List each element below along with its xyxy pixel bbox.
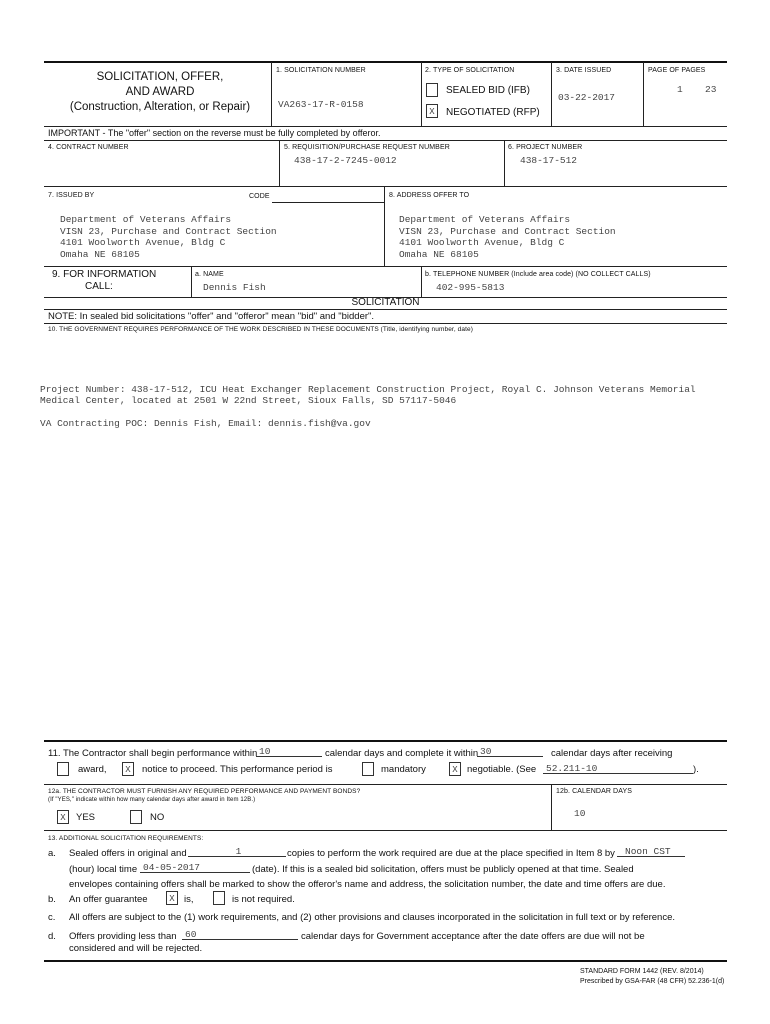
item13-label: 13. ADDITIONAL SOLICITATION REQUIREMENTS: <box>48 835 204 842</box>
bonds-no-checkbox[interactable] <box>130 810 142 824</box>
call-label: CALL: <box>85 281 113 292</box>
issued-by-line: Omaha NE 68105 <box>60 248 140 260</box>
form-title-line2: AND AWARD <box>125 86 195 98</box>
item11-text3: calendar days after receiving <box>551 748 673 759</box>
divider <box>44 323 727 324</box>
code-label: CODE <box>249 193 270 200</box>
divider <box>421 266 422 297</box>
project-number-label: 6. PROJECT NUMBER <box>508 144 583 151</box>
sealed-bid-label: SEALED BID (IFB) <box>446 85 530 96</box>
solicitation-number-label: 1. SOLICITATION NUMBER <box>276 67 366 74</box>
requisition-value[interactable]: 438-17-2-7245-0012 <box>294 155 397 166</box>
solicitation-heading: SOLICITATION <box>351 297 420 308</box>
prescribed-by-label: Prescribed by GSA-FAR (48 CFR) 52.236-1(d) <box>580 978 725 985</box>
divider <box>551 62 552 126</box>
telephone-label: b. TELEPHONE NUMBER (Include area code) (NO COLLECT CALLS) <box>425 271 651 278</box>
top-border <box>44 61 727 63</box>
divider <box>643 62 644 126</box>
contract-number-label: 4. CONTRACT NUMBER <box>48 144 129 151</box>
project-number-value[interactable]: 438-17-512 <box>520 155 578 166</box>
form-title-line3: (Construction, Alteration, or Repair) <box>69 101 251 113</box>
negotiated-label: NEGOTIATED (RFP) <box>446 107 540 118</box>
divider <box>421 62 422 126</box>
is-label: is, <box>184 894 194 905</box>
contact-name-value[interactable]: Dennis Fish <box>203 282 266 293</box>
date-issued-label: 3. DATE ISSUED <box>556 67 612 74</box>
divider <box>44 309 727 310</box>
item12b-label: 12b. CALENDAR DAYS <box>556 788 632 795</box>
page-total: 23 <box>705 84 717 95</box>
divider <box>504 140 505 186</box>
standard-form-label: STANDARD FORM 1442 (REV. 8/2014) <box>580 968 704 975</box>
bottom-border <box>44 960 727 962</box>
divider <box>271 62 272 126</box>
divider <box>44 784 727 785</box>
item13a-text1: Sealed offers in original and <box>69 848 187 859</box>
contracting-poc[interactable]: VA Contracting POC: Dennis Fish, Email: dennis.fish@va.gov <box>40 418 371 429</box>
guarantee-not-required-checkbox[interactable] <box>213 891 225 905</box>
telephone-value[interactable]: 402-995-5813 <box>436 282 505 293</box>
item13a-text2: copies to perform the work required are due at the place specified in Item 8 by <box>287 848 615 859</box>
item11-text2: calendar days and complete it within <box>325 748 479 759</box>
issued-by-address <box>60 214 277 260</box>
item13d-letter: d. <box>48 931 56 942</box>
close-paren: ). <box>693 764 699 775</box>
is-not-label: is not required. <box>232 894 295 905</box>
divider <box>44 830 727 831</box>
issued-by-line: Department of Veterans Affairs <box>60 214 232 225</box>
copies-field[interactable]: 1 <box>188 846 286 857</box>
type-of-solicitation-label: 2. TYPE OF SOLICITATION <box>425 67 515 74</box>
address-offer-line: 4101 Woolworth Avenue, Bldg C <box>399 237 565 248</box>
section-border <box>44 740 727 742</box>
guarantee-required-checkbox[interactable]: X <box>166 891 178 905</box>
item13c-text: All offers are subject to the (1) work requirements, and (2) other provisions and clauses incorporated in the solicitation in full text or by reference. <box>69 912 676 923</box>
mandatory-checkbox[interactable] <box>362 762 374 776</box>
divider <box>384 186 385 266</box>
divider <box>279 140 280 186</box>
due-time-field[interactable]: Noon CST <box>617 846 685 857</box>
address-offer-line: Department of Veterans Affairs <box>399 214 571 225</box>
item12a-label: 12a. THE CONTRACTOR MUST FURNISH ANY REQUIRED PERFORMANCE AND PAYMENT BONDS? <box>48 788 361 795</box>
item13d-text1: Offers providing less than <box>69 931 177 942</box>
acceptance-days-field[interactable]: 60 <box>182 929 298 940</box>
item13d-text2: calendar days for Government acceptance after the date offers are due will not be <box>301 931 645 942</box>
item13c-letter: c. <box>48 912 56 923</box>
bonds-yes-checkbox[interactable]: X <box>57 810 69 824</box>
mandatory-label: mandatory <box>381 764 426 775</box>
divider <box>44 266 727 267</box>
name-label: a. NAME <box>195 271 224 278</box>
item13a-text3: (hour) local time <box>69 864 138 875</box>
item11-text1: 11. The Contractor shall begin performance within <box>48 748 258 759</box>
item13b-text: An offer guarantee <box>69 894 148 905</box>
sealed-bid-note: NOTE: In sealed bid solicitations "offer" and "offeror" mean "bid" and "bidder". <box>48 311 375 322</box>
address-offer-line: VISN 23, Purchase and Contract Section <box>399 225 616 237</box>
issued-by-label: 7. ISSUED BY <box>48 192 95 199</box>
code-underline[interactable] <box>272 202 384 203</box>
page-of-pages-label: PAGE OF PAGES <box>648 67 706 74</box>
divider <box>551 784 552 830</box>
important-note: IMPORTANT - The "offer" section on the reverse must be fully completed by offeror. <box>48 128 381 138</box>
yes-label: YES <box>76 812 96 823</box>
item10-label: 10. THE GOVERNMENT REQUIRES PERFORMANCE OF THE WORK DESCRIBED IN THESE DOCUMENTS (Title, identifying number, date) <box>48 326 473 333</box>
notice-to-proceed-checkbox[interactable]: X <box>122 762 134 776</box>
see-clause-field[interactable]: 52.211-10 <box>543 763 693 774</box>
work-description-line2[interactable]: Medical Center, located at 2501 W 22nd Street, Sioux Falls, SD 57117-5046 <box>40 395 457 406</box>
issued-by-line: 4101 Woolworth Avenue, Bldg C <box>60 237 226 248</box>
work-description-line1[interactable]: Project Number: 438-17-512, ICU Heat Exchanger Replacement Construction Project, Royal C. Johnson Veterans Memorial <box>40 384 696 395</box>
address-offer-line: Omaha NE 68105 <box>399 248 479 260</box>
page-number: 1 <box>677 84 683 95</box>
begin-days-field[interactable]: 10 <box>256 746 322 757</box>
complete-days-field[interactable]: 30 <box>477 746 543 757</box>
solicitation-number-value[interactable]: VA263-17-R-0158 <box>278 99 364 110</box>
sealed-bid-checkbox[interactable] <box>426 83 438 97</box>
address-offer-to <box>399 214 616 260</box>
for-information-label: 9. FOR INFORMATION <box>52 269 157 280</box>
address-offer-label: 8. ADDRESS OFFER TO <box>389 192 470 199</box>
negotiated-checkbox[interactable]: X <box>426 104 438 118</box>
divider <box>44 140 727 141</box>
ntp-label: notice to proceed. This performance period is <box>142 764 333 775</box>
item13a-letter: a. <box>48 848 56 859</box>
negotiable-checkbox[interactable]: X <box>449 762 461 776</box>
item12a-sublabel: (If "YES," indicate within how many calendar days after award in Item 12B.) <box>48 797 256 803</box>
calendar-days-value[interactable]: 10 <box>574 808 586 819</box>
divider <box>44 186 727 187</box>
date-issued-value[interactable]: 03-22-2017 <box>558 92 616 103</box>
item13a-text4: (date). If this is a sealed bid solicitation, offers must be publicly opened at that time. Sealed <box>252 864 634 875</box>
item13b-letter: b. <box>48 894 56 905</box>
no-label: NO <box>150 812 165 823</box>
item13a-text5: envelopes containing offers shall be marked to show the offeror's name and address, the solicitation number, the date and time offers are due. <box>69 879 666 890</box>
award-label: award, <box>78 764 107 775</box>
issued-by-line: VISN 23, Purchase and Contract Section <box>60 225 277 237</box>
item13d-text3: considered and will be rejected. <box>69 943 203 954</box>
divider <box>191 266 192 297</box>
negotiable-label: negotiable. (See <box>467 764 537 775</box>
requisition-label: 5. REQUISITION/PURCHASE REQUEST NUMBER <box>284 144 450 151</box>
form-title-line1: SOLICITATION, OFFER, <box>96 71 224 83</box>
award-checkbox[interactable] <box>57 762 69 776</box>
due-date-field[interactable]: 04-05-2017 <box>140 862 250 873</box>
divider <box>44 126 727 127</box>
